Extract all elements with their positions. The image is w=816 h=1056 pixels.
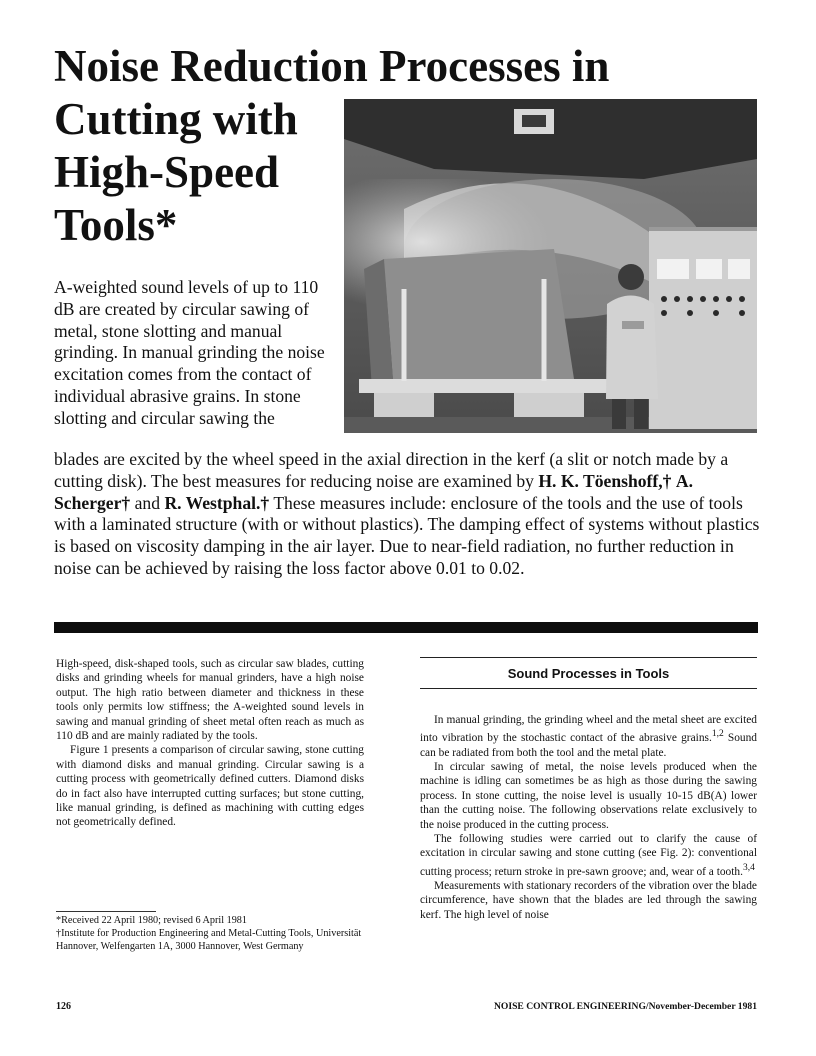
lede-text: blades are excited by the wheel speed in the axial direction in the kerf (a slit or notch made by a cutting disk). The best measures for reducing noise are examined by bbox=[54, 449, 729, 491]
lede-paragraph-narrow: A-weighted sound levels of up to 110 dB are created by circular sawing of metal, stone slotting and manual grinding. In manual grinding the noise excitation comes from the contact of individual abrasive grains. In stone slotting and circular sawing the bbox=[54, 277, 325, 428]
author-name: A. Scherger† bbox=[54, 470, 693, 513]
title-line: Noise Reduction Processes in bbox=[54, 41, 610, 91]
lede-text: These measures include: enclosure of the tools and the use of tools with a laminated structure (with or without plastics). The damping effect of systems without plastics is based on viscosity damping in the air layer. Due to near-field radiation, no further reduction in noise can be achieved by raising the loss factor above 0.01 to 0.02. bbox=[54, 492, 760, 578]
title-line: Cutting with bbox=[54, 94, 298, 144]
reference-marker: 1,2 bbox=[711, 729, 724, 740]
footnote: †Institute for Production Engineering and Metal-Cutting Tools, Universität Hannover, Welfengarten 1A, 3000 Hannover, West Germany bbox=[56, 927, 362, 952]
text-run: In manual grinding, the grinding wheel and the metal sheet are excited into vibration by the stochastic contact of the abrasive grains. bbox=[420, 714, 757, 745]
page-number: 126 bbox=[56, 1001, 71, 1012]
section-heading: Sound Processes in Tools bbox=[420, 657, 757, 689]
left-column bbox=[56, 657, 364, 830]
footnotes bbox=[56, 915, 392, 953]
author-name: H. K. Töenshoff,† bbox=[538, 470, 672, 491]
body-paragraph bbox=[420, 713, 757, 760]
text-run: Sound can be radiated from both the tool and the metal plate. bbox=[420, 732, 758, 759]
body-paragraph bbox=[420, 832, 757, 879]
title-line: Tools* bbox=[54, 200, 178, 250]
text-run: The following studies were carried out to clarify the cause of excitation in circular sawing and stone cutting (see Fig. 2): conventional cutting process; return stroke in pre-sawn groove; and, wear of a tooth. bbox=[420, 833, 757, 878]
body-paragraph: Measurements with stationary recorders of the vibration over the blade circumference, have shown that the blades are led through the sawing kerf. The high level of noise bbox=[420, 880, 757, 921]
footnote: *Received 22 April 1980; revised 6 April 1981 bbox=[56, 915, 247, 926]
title-line: High-Speed bbox=[54, 147, 280, 197]
body-paragraph: High-speed, disk-shaped tools, such as circular saw blades, cutting disks and grinding wheels for manual grinders, have a high noise output. The high ratio between diameter and thickness in these tools only permits low stiffness; the A-weighted sound levels in sawing and manual grinding of sheet metal often reach as much as 110 dB and are mainly radiated by the tools. bbox=[56, 658, 364, 743]
author-name: R. Westphal.† bbox=[164, 492, 270, 513]
machine-photo bbox=[344, 99, 757, 433]
lede-paragraph-wide bbox=[54, 449, 760, 580]
section-divider bbox=[54, 622, 758, 633]
lede-and: and bbox=[134, 492, 161, 513]
footnote-rule bbox=[56, 911, 156, 912]
reference-marker: 3,4 bbox=[742, 862, 755, 873]
right-column bbox=[420, 713, 757, 922]
body-paragraph: In circular sawing of metal, the noise levels produced when the machine is idling can sometimes be as high as those during the sawing process. In stone cutting, the noise level is usually 10-15 dB(A) lower than the cutting noise. The following observations relate exclusively to the noise produced in the cutting process. bbox=[420, 761, 757, 831]
body-paragraph: Figure 1 presents a comparison of circular sawing, stone cutting with diamond disks and manual grinding. Circular sawing is a cutting process with geometrically defined cutters. Diamond disks do in fact also have interrupted cutting surfaces; but stone cutting, like manual grinding, is defined as machining with cutting edges not geometrically defined. bbox=[56, 744, 364, 829]
running-footer: NOISE CONTROL ENGINEERING/November-December 1981 bbox=[493, 1001, 757, 1012]
